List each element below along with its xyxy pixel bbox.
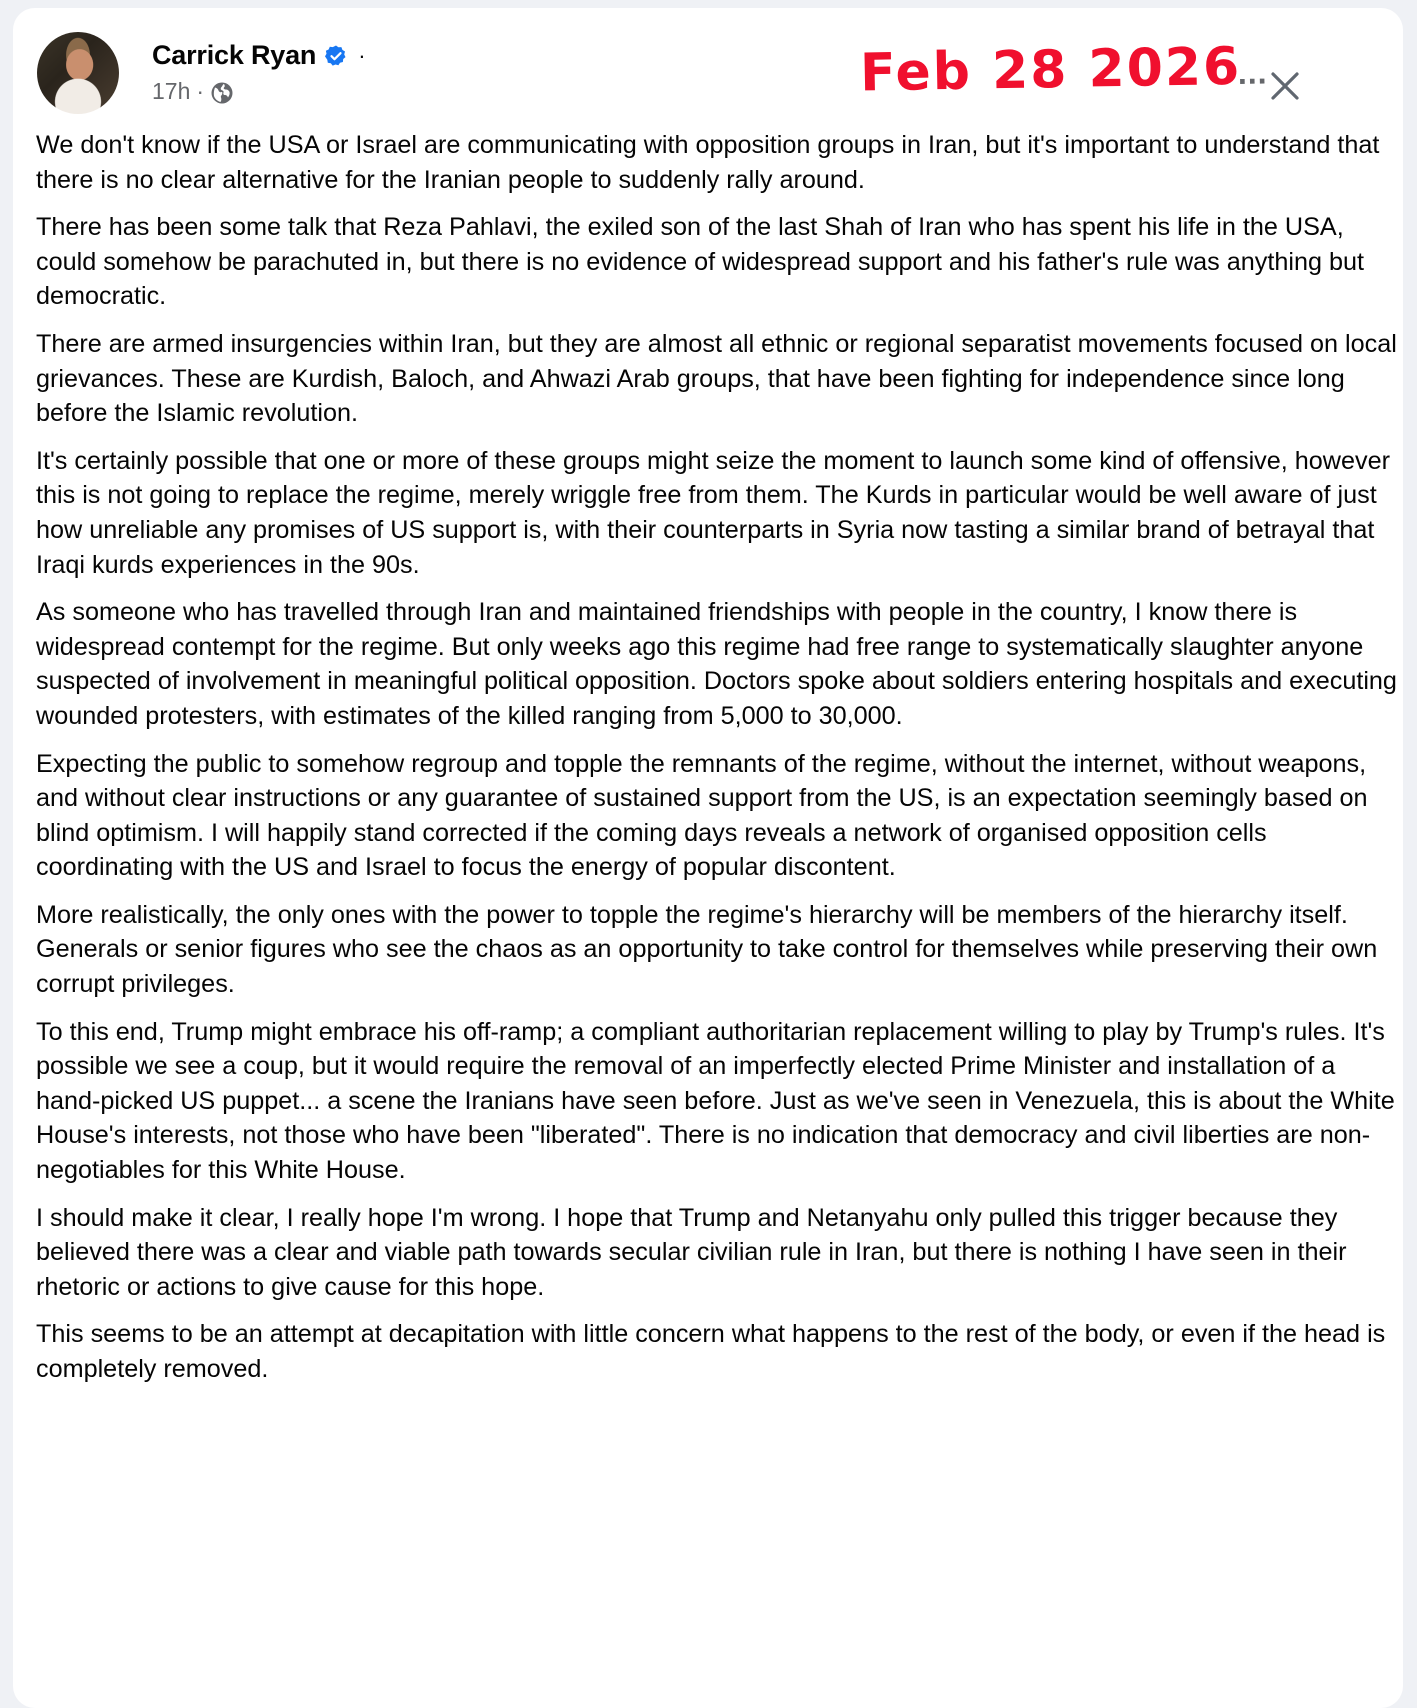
post-paragraph: To this end, Trump might embrace his off-ramp; a compliant authoritarian replacement willing to play by Trump's rules. It's possible we see a coup, but it would require the removal of an imperfectly elected Prime Minister and installation of a hand-picked US puppet... a scene the Iranians have seen before. Just as we've seen in Venezuela, this is about the White House's interests, not those who have been "liberated". There is no indication that democracy and civil liberties are non-negotiables for this White House. (36, 1017, 1395, 1185)
post-timestamp[interactable]: 17h (152, 78, 191, 104)
annotation-text: Feb 28 2026 (859, 36, 1242, 104)
name-separator: · (358, 42, 366, 68)
author-name-row (152, 40, 366, 71)
post-header (37, 32, 1387, 122)
more-options-button[interactable]: ... (1237, 60, 1268, 91)
post-meta (152, 78, 234, 105)
post-paragraph: There are armed insurgencies within Iran, but they are almost all ethnic or regional separatist movements focused on local grievances. These are Kurdish, Baloch, and Ahwazi Arab groups, that have been fighting for independence since long before the Islamic revolution. (36, 329, 1397, 428)
close-icon[interactable] (1267, 68, 1303, 104)
post-card (13, 8, 1403, 1708)
handwritten-date-annotation (859, 36, 1268, 104)
author-name[interactable]: Carrick Ryan (152, 40, 317, 70)
post-paragraph: It's certainly possible that one or more of these groups might seize the moment to launch some kind of offensive, however this is not going to replace the regime, merely wriggle free from them. The Kurds in particular would be well aware of just how unreliable any promises of US support is, with their counterparts in Syria now tasting a similar brand of betrayal that Iraqi kurds experiences in the 90s. (36, 446, 1390, 579)
verified-badge-icon (324, 44, 348, 68)
author-avatar[interactable] (37, 32, 119, 114)
post-paragraph: This seems to be an attempt at decapitation with little concern what happens to the rest of the body, or even if the head is completely removed. (36, 1320, 1386, 1383)
post-paragraph: I should make it clear, I really hope I'm wrong. I hope that Trump and Netanyahu only pulled this trigger because they believed there was a clear and viable path towards secular civilian rule in Iran, but there is nothing I have seen in their rhetoric or actions to give cause for this hope. (36, 1203, 1347, 1301)
globe-icon[interactable] (210, 81, 234, 105)
post-paragraph: As someone who has travelled through Iran and maintained friendships with people in the country, I know there is widespread contempt for the regime. But only weeks ago this regime had free range to systematically slaughter anyone suspected of involvement in meaningful political opposition. Doctors spoke about soldiers entering hospitals and executing wounded protesters, with estimates of the killed ranging from 5,000 to 30,000. (36, 598, 1397, 730)
post-paragraph: We don't know if the USA or Israel are communicating with opposition groups in Iran, but it's important to understand that there is no clear alternative for the Iranian people to suddenly rally around. (36, 131, 1380, 194)
post-paragraph: There has been some talk that Reza Pahlavi, the exiled son of the last Shah of Iran who has spent his life in the USA, could somehow be parachuted in, but there is no evidence of widespread support and his father's rule was anything but democratic. (36, 213, 1364, 311)
post-body (36, 128, 1401, 1400)
post-paragraph: More realistically, the only ones with the power to topple the regime's hierarchy will be members of the hierarchy itself. Generals or senior figures who see the chaos as an opportunity to take control for themselves while preserving their own corrupt privileges. (36, 900, 1378, 999)
meta-separator: · (196, 78, 205, 104)
post-paragraph: Expecting the public to somehow regroup and topple the remnants of the regime, without the internet, without weapons, and without clear instructions or any guarantee of sustained support from the US, is an expectation seemingly based on blind optimism. I will happily stand corrected if the coming days reveals a network of organised opposition cells coordinating with the US and Israel to focus the energy of popular discontent. (36, 749, 1368, 882)
